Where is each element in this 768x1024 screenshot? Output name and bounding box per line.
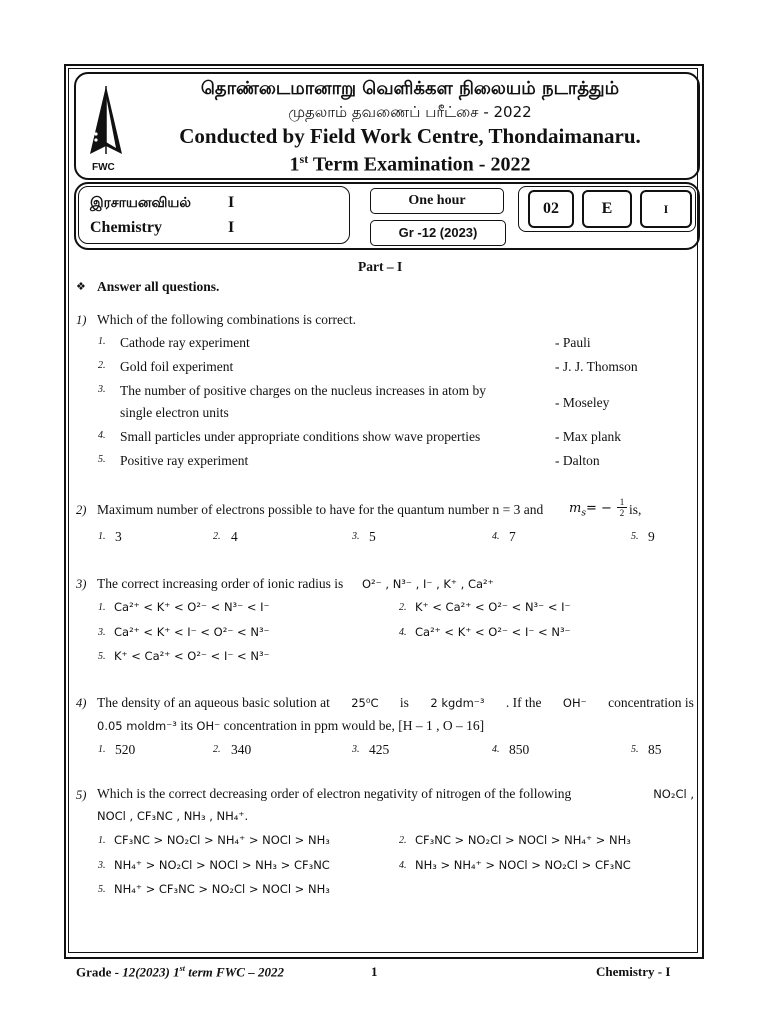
page-number: 1: [371, 964, 378, 979]
question-number: 2): [76, 503, 87, 517]
option-number: 4.: [492, 744, 500, 755]
option-number: 2.: [399, 602, 407, 613]
subject-tamil: இரசாயனவியல்: [90, 195, 192, 211]
option-text: Positive ray experiment: [120, 453, 249, 468]
option-number: 1.: [98, 602, 106, 613]
option-number: 5.: [98, 651, 106, 662]
option-match: - Pauli: [555, 335, 591, 350]
subject-english: Chemistry: [90, 219, 162, 236]
option-text: 3: [115, 529, 122, 544]
quantum-number-expression: $m_s=$ −: [569, 501, 612, 519]
tamil-title: தொண்டைமானாறு வெளிக்கள நிலையம் நடாத்தும்: [200, 78, 620, 99]
option-text: K⁺ < Ca²⁺ < O²⁻ < N³⁻ < I⁻: [415, 600, 571, 614]
question-text: Maximum number of electrons possible to have for the quantum number n = 3 and: [97, 502, 544, 517]
paper-code-part: I: [640, 190, 692, 228]
question-number: 5): [76, 788, 87, 802]
option-text-continued: single electron units: [120, 405, 229, 420]
option-text: CF₃NC > NO₂Cl > NOCl > NH₄⁺ > NH₃: [415, 833, 631, 847]
option-number: 4.: [399, 627, 407, 638]
option-number: 5.: [631, 531, 639, 542]
option-text: 5: [369, 529, 376, 544]
organization-title: Conducted by Field Work Centre, Thondaimanaru.: [179, 124, 641, 148]
option-text: 520: [115, 742, 136, 757]
question-text: Which of the following combinations is correct.: [97, 312, 357, 327]
option-text: NH₃ > NH₄⁺ > NOCl > NO₂Cl > CF₃NC: [415, 858, 631, 872]
option-text: CF₃NC > NO₂Cl > NH₄⁺ > NOCl > NH₃: [114, 833, 330, 847]
option-number: 5.: [631, 744, 639, 755]
option-text: Ca²⁺ < K⁺ < O²⁻ < I⁻ < N³⁻: [415, 625, 571, 639]
option-number: 2.: [98, 360, 106, 371]
option-match: - J. J. Thomson: [555, 359, 638, 374]
compound-list: NOCl , CF₃NC , NH₃ , NH₄⁺.: [97, 809, 249, 823]
option-number: 4.: [98, 430, 106, 441]
part-title: Part – I: [358, 259, 403, 274]
option-number: 3.: [352, 531, 360, 542]
bullet-icon: ❖: [76, 281, 86, 293]
option-number: 3.: [98, 627, 106, 638]
option-text: 850: [509, 742, 530, 757]
footer-left: Grade - 12(2023) 1st term FWC – 2022: [76, 964, 284, 980]
option-number: 3.: [98, 860, 106, 871]
option-text: 85: [648, 742, 662, 757]
option-number: 5.: [98, 454, 106, 465]
question-text-line-1: Which is the correct decreasing order of electron negativity of nitrogen of the following NO₂Cl ,: [97, 786, 694, 801]
option-match: - Moseley: [555, 395, 610, 410]
option-text: 340: [231, 742, 252, 757]
option-number: 1.: [98, 835, 106, 846]
option-number: 4.: [492, 531, 500, 542]
instructions: Answer all questions.: [97, 279, 220, 294]
option-text: K⁺ < Ca²⁺ < O²⁻ < I⁻ < N³⁻: [114, 649, 270, 663]
subject-english-part: I: [228, 219, 235, 236]
question-text-line-1: The density of an aqueous basic solution at 25⁰C is 2 kgdm⁻³ . If the OH⁻ concentration is: [97, 695, 694, 710]
option-match: - Dalton: [555, 453, 600, 468]
question-number: 3): [76, 577, 87, 591]
logo-text: FWC: [92, 162, 115, 173]
option-number: 3.: [98, 384, 106, 395]
ion-list: O²⁻ , N³⁻ , I⁻ , K⁺ , Ca²⁺: [362, 577, 494, 591]
option-text: 425: [369, 742, 390, 757]
option-match: - Max plank: [555, 429, 621, 444]
option-number: 5.: [98, 884, 106, 895]
option-number: 4.: [399, 860, 407, 871]
option-number: 1.: [98, 531, 106, 542]
question-text-line-2: 0.05 moldm⁻³ its OH⁻ concentration in ppm would be, [H – 1 , O – 16]: [97, 718, 485, 733]
option-text: Small particles under appropriate conditions show wave properties: [120, 429, 481, 444]
option-number: 3.: [352, 744, 360, 755]
option-text: NH₄⁺ > NO₂Cl > NOCl > NH₃ > CF₃NC: [114, 858, 330, 872]
question-text-tail: is,: [629, 502, 642, 517]
subject-tamil-part: I: [228, 194, 235, 211]
question-text: The correct increasing order of ionic radius is: [97, 576, 344, 591]
question-number: 1): [76, 313, 87, 327]
option-number: 1.: [98, 336, 106, 347]
option-text: NH₄⁺ > CF₃NC > NO₂Cl > NOCl > NH₃: [114, 882, 330, 896]
option-number: 2.: [399, 835, 407, 846]
option-number: 2.: [213, 531, 221, 542]
footer-right: Chemistry - I: [596, 964, 671, 979]
option-text: 9: [648, 529, 655, 544]
duration-box: One hour: [370, 188, 504, 214]
option-text: Gold foil experiment: [120, 359, 234, 374]
option-text: Ca²⁺ < K⁺ < O²⁻ < N³⁻ < I⁻: [114, 600, 270, 614]
option-text: 7: [509, 529, 516, 544]
grade-box: Gr -12 (2023): [370, 220, 506, 246]
exam-title: 1st Term Examination - 2022: [289, 152, 531, 176]
option-text: 4: [231, 529, 238, 544]
tamil-subtitle: முதலாம் தவணைப் பரீட்சை - 2022: [288, 103, 532, 121]
fraction: 1 2: [617, 497, 627, 518]
paper-code-number: 02: [528, 190, 574, 228]
option-number: 2.: [213, 744, 221, 755]
paper-code-medium: E: [582, 190, 632, 228]
fwc-logo-icon: [82, 84, 130, 174]
option-text: Ca²⁺ < K⁺ < I⁻ < O²⁻ < N³⁻: [114, 625, 270, 639]
option-text: Cathode ray experiment: [120, 335, 250, 350]
option-text: The number of positive charges on the nucleus increases in atom by: [120, 383, 487, 398]
option-number: 1.: [98, 744, 106, 755]
question-number: 4): [76, 696, 87, 710]
